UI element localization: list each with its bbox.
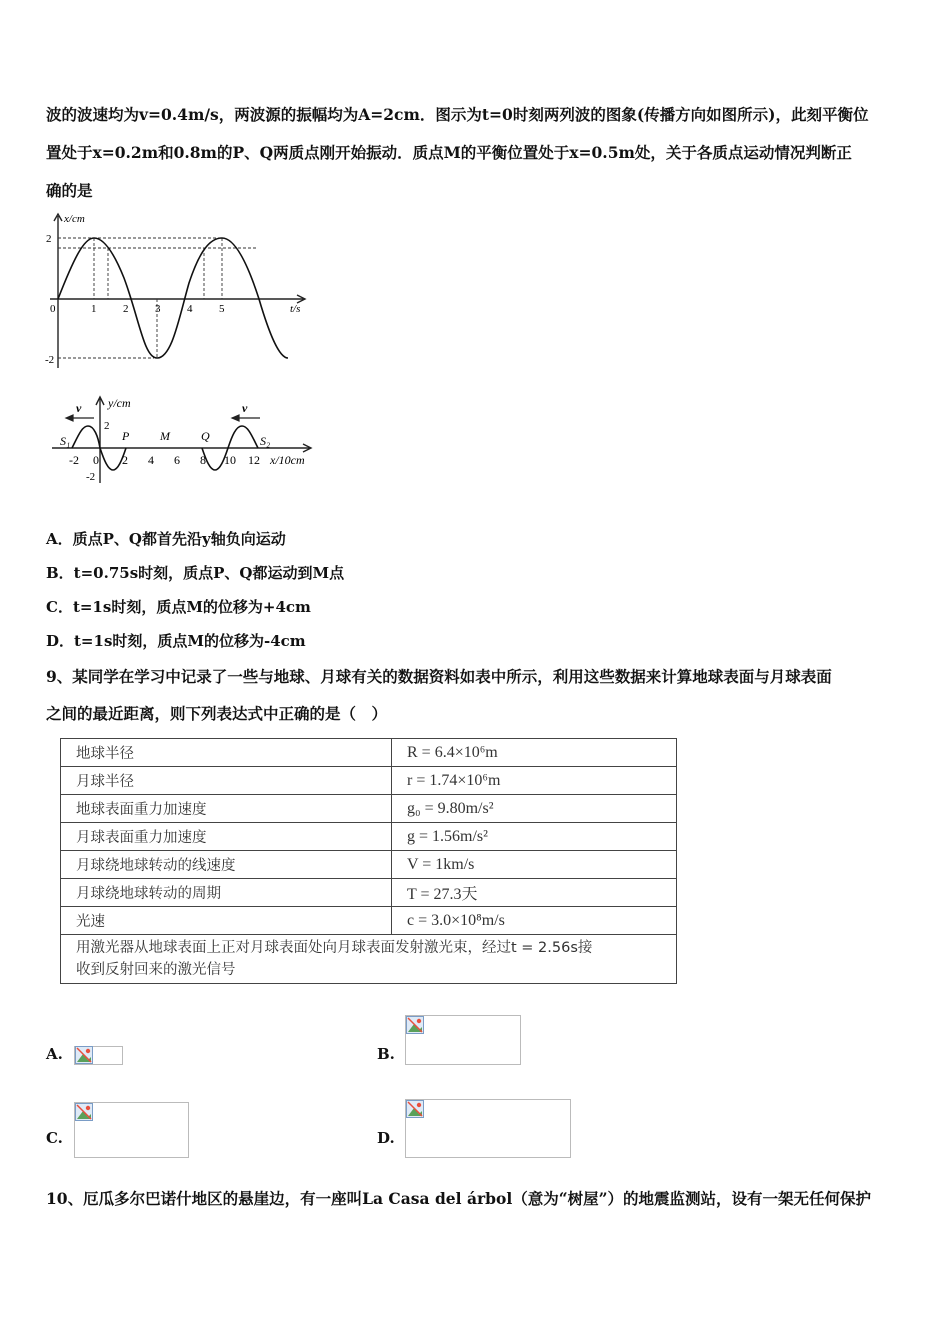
table-cell-name: 地球半径 — [61, 739, 392, 767]
table-row — [61, 851, 677, 879]
graph1-ytick: -2 — [45, 354, 55, 366]
broken-image-icon — [75, 1046, 93, 1064]
table-cell-value: g = 1.56m/s² — [392, 823, 677, 851]
wave-graph — [48, 388, 328, 488]
table-row — [61, 823, 677, 851]
m-label: M — [160, 429, 170, 443]
q8-option-d[interactable]: D．t=1s时刻，质点M的位移为-4cm — [46, 632, 306, 650]
q10-line-1: 10、厄瓜多尔巴诺什地区的悬崖边，有一座叫La Casa del árbol（意为“树屋”）的地震监测站，设有一架无任何保护 — [46, 1189, 872, 1208]
graph2-xtick: 6 — [174, 453, 180, 467]
table-cell-value: V = 1km/s — [392, 851, 677, 879]
broken-image-icon — [75, 1103, 93, 1121]
graph1-ytick: 2 — [46, 233, 52, 245]
graph2-xlabel: x/10cm — [270, 453, 305, 467]
q8-line-1: 波的波速均为v=0.4m/s，两波源的振幅均为A=2cm．图示为t=0时刻两列波的图象(传播方向如图所示)，此刻平衡位 — [46, 105, 869, 124]
graph2-xtick: 10 — [224, 453, 236, 467]
q8-option-a[interactable]: A．质点P、Q都首先沿y轴负向运动 — [46, 530, 286, 548]
q-label: Q — [201, 429, 210, 443]
table-cell-value: c = 3.0×10⁸m/s — [392, 907, 677, 935]
table-cell-value: r = 1.74×10⁶m — [392, 767, 677, 795]
q8-line-3: 确的是 — [46, 181, 93, 200]
q8-option-b[interactable]: B．t=0.75s时刻，质点P、Q都运动到M点 — [46, 564, 345, 582]
q9-answer-c-label[interactable]: C. — [46, 1129, 63, 1147]
table-row — [61, 879, 677, 907]
table-cell-name: 月球半径 — [61, 767, 392, 795]
table-row — [61, 767, 677, 795]
graph2-ylabel: y/cm — [108, 396, 131, 410]
graph2-xtick: 12 — [248, 453, 260, 467]
table-cell-value: g₀ = 9.80m/s² — [392, 795, 677, 823]
table-note-line-1: 用激光器从地球表面上正对月球表面处向月球表面发射激光束，经过t = 2.56s接 — [76, 940, 593, 956]
graph2-xtick: 8 — [200, 453, 206, 467]
p-label: P — [122, 429, 130, 443]
graph2-ytick: -2 — [86, 471, 96, 483]
graph2-xtick: -2 — [69, 453, 79, 467]
table-cell-name: 地球表面重力加速度 — [61, 795, 392, 823]
q9-answer-b-label[interactable]: B. — [377, 1045, 395, 1063]
q9-answer-a-label[interactable]: A. — [46, 1045, 63, 1063]
q9-answer-d-image[interactable] — [405, 1099, 571, 1158]
q9-line-1: 9、某同学在学习中记录了一些与地球、月球有关的数据资料如表中所示，利用这些数据来计算地球表面与月球表面 — [46, 667, 832, 686]
graph2-xtick: 4 — [148, 453, 154, 467]
graph1-xtick: 2 — [123, 303, 129, 315]
table-cell-value: R = 6.4×10⁶m — [392, 739, 677, 767]
broken-image-icon — [406, 1100, 424, 1118]
graph1-ylabel: x/cm — [64, 213, 85, 225]
table-cell-name: 月球绕地球转动的线速度 — [61, 851, 392, 879]
s2-label: S₂ — [260, 434, 271, 448]
graph1-xtick: 3 — [155, 303, 161, 315]
graph2-ytick: 2 — [104, 420, 110, 432]
graph1-xlabel: t/s — [290, 303, 301, 315]
table-cell-name: 光速 — [61, 907, 392, 935]
q9-answer-d-label[interactable]: D. — [377, 1129, 395, 1147]
table-cell-name: 月球绕地球转动的周期 — [61, 879, 392, 907]
q8-line-2: 置处于x=0.2m和0.8m的P、Q两质点刚开始振动．质点M的平衡位置处于x=0.5m处，关于各质点运动情况判断正 — [46, 143, 852, 162]
graph1-xtick: 4 — [187, 303, 193, 315]
earth-moon-data-table — [60, 738, 677, 984]
vibration-graph — [44, 208, 314, 378]
q8-option-c[interactable]: C．t=1s时刻，质点M的位移为+4cm — [46, 598, 311, 616]
s1-label: S₁ — [60, 434, 71, 448]
table-row — [61, 739, 677, 767]
graph2-xtick: 2 — [122, 453, 128, 467]
graph1-xtick: 5 — [219, 303, 225, 315]
table-note — [61, 935, 677, 984]
table-row — [61, 935, 677, 984]
graph2-xtick: 0 — [93, 453, 99, 467]
v-left-label: v — [76, 401, 82, 415]
table-row — [61, 907, 677, 935]
graph1-ytick: 0 — [50, 303, 56, 315]
q9-line-2: 之间的最近距离，则下列表达式中正确的是（ ） — [46, 704, 388, 723]
table-cell-value: T = 27.3天 — [392, 879, 677, 907]
broken-image-icon — [406, 1016, 424, 1034]
table-cell-name: 月球表面重力加速度 — [61, 823, 392, 851]
table-row — [61, 795, 677, 823]
v-right-label: v — [242, 401, 248, 415]
graph1-xtick: 1 — [91, 303, 97, 315]
table-note-line-2: 收到反射回来的激光信号 — [76, 962, 236, 978]
